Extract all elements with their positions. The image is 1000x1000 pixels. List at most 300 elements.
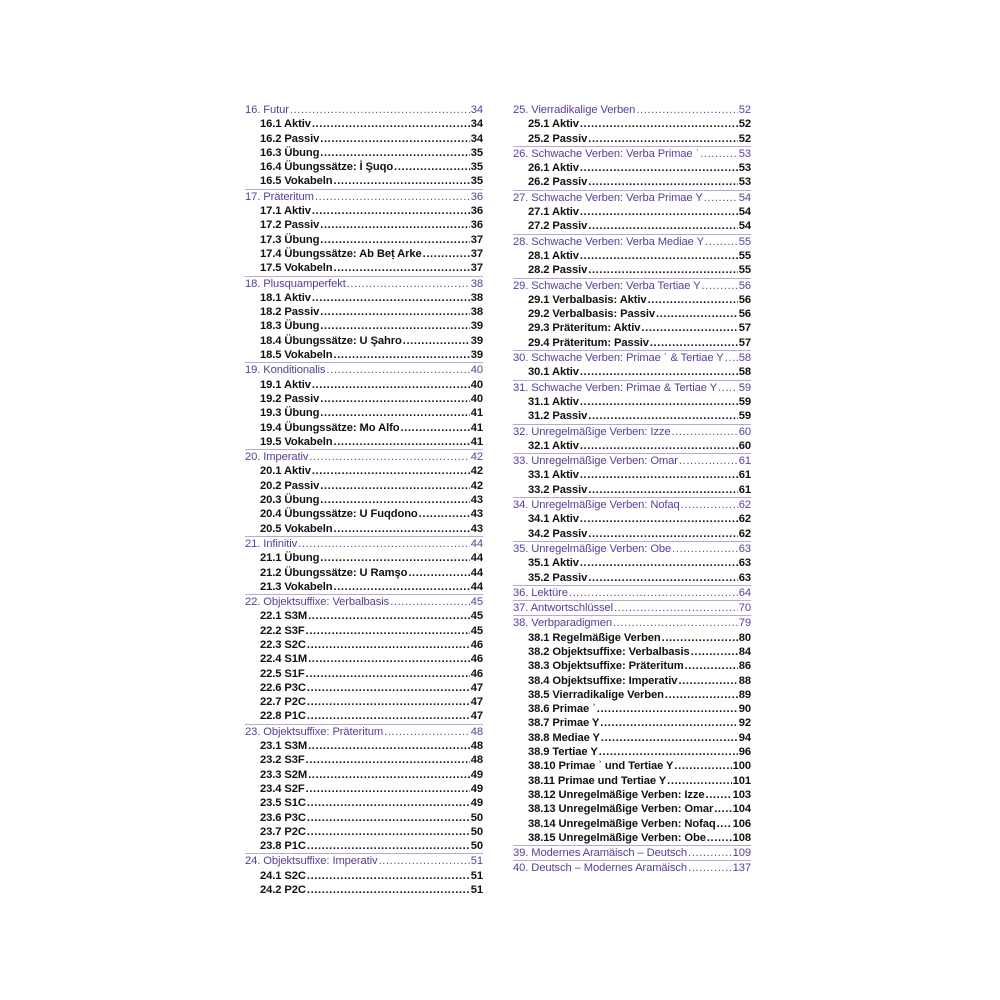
toc-entry-page: 62: [738, 513, 751, 526]
dot-leader: [320, 392, 470, 406]
toc-entry-page: 94: [738, 731, 751, 744]
toc-entry-title: 17.1 Aktiv: [260, 205, 311, 218]
toc-entry-title: 35.1 Aktiv: [528, 557, 579, 570]
toc-entry-title: 23.3 S2M: [260, 768, 308, 781]
dot-leader: [309, 450, 469, 464]
toc-entry-page: 42: [470, 451, 483, 464]
toc-chapter-entry[interactable]: [513, 350, 751, 365]
toc-subsection-entry[interactable]: [245, 507, 483, 521]
toc-subsection-entry[interactable]: [245, 825, 483, 839]
toc-entry-page: 40: [470, 392, 483, 405]
toc-chapter-entry[interactable]: [513, 600, 751, 615]
toc-entry-title: 27. Schwache Verben: Verba Primae Y: [513, 191, 703, 204]
toc-entry-page: 47: [470, 681, 483, 694]
dot-leader: [384, 725, 470, 739]
toc-entry-page: 36: [470, 205, 483, 218]
toc-entry-title: 28.2 Passiv: [528, 264, 588, 277]
dot-leader: [588, 483, 738, 497]
toc-entry-page: 96: [738, 746, 751, 759]
toc-entry-page: 35: [470, 175, 483, 188]
toc-subsection-entry[interactable]: [513, 293, 751, 307]
dot-leader: [312, 291, 470, 305]
toc-chapter-entry[interactable]: [513, 453, 751, 468]
toc-subsection-entry[interactable]: [245, 334, 483, 348]
toc-subsection-entry[interactable]: [245, 204, 483, 218]
dot-leader: [705, 235, 738, 249]
dot-leader: [320, 493, 469, 507]
dot-leader: [662, 631, 738, 645]
toc-entry-title: 38.15 Unregelmäßige Verben: Obe: [528, 831, 706, 844]
toc-entry-page: 39: [470, 349, 483, 362]
toc-subsection-entry[interactable]: [245, 305, 483, 319]
toc-subsection-entry[interactable]: [245, 566, 483, 580]
dot-leader: [707, 831, 732, 845]
toc-entry-page: 52: [738, 104, 751, 116]
toc-entry-page: 59: [738, 381, 751, 394]
toc-entry-page: 50: [470, 840, 483, 853]
dot-leader: [307, 839, 470, 853]
toc-entry-page: 62: [738, 527, 751, 540]
toc-entry-page: 56: [738, 308, 751, 321]
toc-subsection-entry[interactable]: [245, 768, 483, 782]
toc-entry-page: 61: [738, 483, 751, 496]
toc-entry-title: 18.4 Übungssätze: U Şahro: [260, 334, 402, 347]
toc-subsection-entry[interactable]: [245, 624, 483, 638]
toc-entry-page: 89: [738, 688, 751, 701]
dot-leader: [423, 247, 470, 261]
toc-subsection-entry[interactable]: [245, 146, 483, 160]
toc-entry-page: 109: [732, 847, 751, 860]
toc-entry-page: 42: [470, 479, 483, 492]
toc-subsection-entry[interactable]: [245, 782, 483, 796]
toc-column-right: [513, 103, 751, 876]
dot-leader: [308, 652, 470, 666]
toc-entry-page: 55: [738, 235, 751, 248]
toc-entry-page: 57: [738, 336, 751, 349]
toc-subsection-entry[interactable]: [245, 392, 483, 406]
dot-leader: [641, 321, 737, 335]
toc-entry-title: 34.1 Aktiv: [528, 513, 579, 526]
toc-subsection-entry[interactable]: [513, 702, 751, 716]
toc-entry-title: 38.6 Primae ʾ: [528, 703, 596, 716]
toc-subsection-entry[interactable]: [245, 796, 483, 810]
toc-subsection-entry[interactable]: [245, 869, 483, 883]
toc-entry-page: 80: [738, 631, 751, 644]
toc-entry-page: 100: [732, 760, 751, 773]
toc-entry-page: 79: [738, 617, 751, 630]
toc-entry-title: 19.1 Aktiv: [260, 378, 311, 391]
toc-entry-page: 39: [470, 334, 483, 347]
toc-entry-page: 59: [738, 410, 751, 423]
toc-subsection-entry[interactable]: [245, 174, 483, 188]
toc-subsection-entry[interactable]: [245, 218, 483, 232]
toc-chapter-entry[interactable]: [245, 594, 483, 609]
toc-entry-title: 34.2 Passiv: [528, 527, 588, 540]
toc-subsection-entry[interactable]: [513, 468, 751, 482]
toc-entry-title: 16. Futur: [245, 104, 289, 116]
toc-entry-title: 23.8 P1C: [260, 840, 306, 853]
toc-entry-page: 37: [470, 247, 483, 260]
dot-leader: [580, 439, 738, 453]
toc-chapter-entry[interactable]: [513, 845, 751, 860]
toc-entry-title: 31.2 Passiv: [528, 410, 588, 423]
toc-entry-page: 41: [470, 407, 483, 420]
toc-subsection-entry[interactable]: [513, 161, 751, 175]
toc-entry-page: 43: [470, 508, 483, 521]
toc-chapter-entry[interactable]: [513, 497, 751, 512]
toc-chapter-entry[interactable]: [513, 234, 751, 249]
dot-leader: [312, 117, 470, 131]
dot-leader: [334, 580, 470, 594]
toc-entry-title: 23.6 P3C: [260, 811, 306, 824]
toc-entry-title: 18. Plusquamperfekt: [245, 277, 346, 290]
dot-leader: [320, 233, 469, 247]
toc-entry-page: 50: [470, 811, 483, 824]
toc-subsection-entry[interactable]: [245, 378, 483, 392]
toc-chapter-entry[interactable]: [513, 860, 751, 875]
dot-leader: [307, 811, 470, 825]
toc-subsection-entry[interactable]: [513, 439, 751, 453]
toc-entry-title: 28.1 Aktiv: [528, 249, 579, 262]
dot-leader: [334, 522, 470, 536]
toc-subsection-entry[interactable]: [245, 464, 483, 478]
toc-subsection-entry[interactable]: [245, 479, 483, 493]
toc-entry-page: 57: [738, 322, 751, 335]
toc-entry-title: 22. Objektsuffixe: Verbalbasis: [245, 596, 390, 609]
toc-subsection-entry[interactable]: [513, 645, 751, 659]
toc-entry-title: 18.2 Passiv: [260, 306, 320, 319]
toc-subsection-entry[interactable]: [513, 688, 751, 702]
toc-subsection-entry[interactable]: [245, 667, 483, 681]
toc-chapter-entry[interactable]: [513, 615, 751, 630]
toc-subsection-entry[interactable]: [513, 731, 751, 745]
toc-entry-page: 38: [470, 306, 483, 319]
toc-entry-page: 60: [738, 439, 751, 452]
toc-entry-page: 38: [470, 291, 483, 304]
toc-entry-title: 40. Deutsch – Modernes Aramäisch: [513, 862, 688, 875]
toc-chapter-entry[interactable]: [245, 362, 483, 377]
dot-leader: [308, 739, 470, 753]
toc-entry-page: 36: [470, 190, 483, 203]
dot-leader: [614, 601, 738, 615]
dot-leader: [408, 566, 469, 580]
toc-subsection-entry[interactable]: [513, 205, 751, 219]
toc-entry-title: 22.8 P1C: [260, 710, 306, 723]
toc-entry-title: 38.12 Unregelmäßige Verben: Izze: [528, 788, 705, 801]
toc-subsection-entry[interactable]: [245, 132, 483, 146]
dot-leader: [665, 688, 738, 702]
toc-entry-title: 17.2 Passiv: [260, 219, 320, 232]
toc-subsection-entry[interactable]: [513, 556, 751, 570]
toc-subsection-entry[interactable]: [245, 811, 483, 825]
toc-subsection-entry[interactable]: [245, 247, 483, 261]
dot-leader: [718, 381, 738, 395]
toc-entry-title: 30. Schwache Verben: Primae ʾ & Tertiae Y: [513, 352, 724, 365]
toc-subsection-entry[interactable]: [245, 709, 483, 723]
toc-entry-page: 88: [738, 674, 751, 687]
toc-subsection-entry[interactable]: [245, 753, 483, 767]
toc-subsection-entry[interactable]: [513, 512, 751, 526]
toc-entry-page: 52: [738, 132, 751, 145]
toc-subsection-entry[interactable]: [513, 759, 751, 773]
toc-subsection-entry[interactable]: [245, 739, 483, 753]
dot-leader: [679, 454, 738, 468]
toc-subsection-entry[interactable]: [513, 409, 751, 423]
toc-subsection-entry[interactable]: [245, 839, 483, 853]
dot-leader: [688, 861, 732, 875]
dot-leader: [320, 132, 470, 146]
dot-leader: [306, 753, 470, 767]
toc-entry-title: 37. Antwortschlüssel: [513, 602, 613, 615]
toc-chapter-entry[interactable]: [245, 853, 483, 868]
toc-entry-title: 29.4 Präteritum: Passiv: [528, 336, 649, 349]
dot-leader: [588, 571, 738, 585]
toc-chapter-entry[interactable]: [245, 103, 483, 117]
toc-subsection-entry[interactable]: [513, 659, 751, 673]
toc-entry-page: 56: [738, 293, 751, 306]
toc-entry-page: 55: [738, 264, 751, 277]
dot-leader: [326, 363, 469, 377]
dot-leader: [706, 788, 732, 802]
dot-leader: [700, 147, 738, 161]
dot-leader: [688, 846, 732, 860]
toc-subsection-entry[interactable]: [245, 160, 483, 174]
toc-subsection-entry[interactable]: [513, 307, 751, 321]
toc-entry-page: 45: [470, 610, 483, 623]
toc-subsection-entry[interactable]: [245, 493, 483, 507]
toc-entry-page: 56: [738, 279, 751, 292]
dot-leader: [613, 616, 738, 630]
toc-subsection-entry[interactable]: [513, 527, 751, 541]
dot-leader: [307, 709, 470, 723]
toc-entry-title: 22.6 P3C: [260, 681, 306, 694]
toc-chapter-entry[interactable]: [245, 276, 483, 291]
toc-entry-page: 48: [470, 754, 483, 767]
toc-chapter-entry[interactable]: [245, 724, 483, 739]
toc-subsection-entry[interactable]: [513, 395, 751, 409]
dot-leader: [312, 204, 470, 218]
toc-subsection-entry[interactable]: [245, 681, 483, 695]
dot-leader: [681, 498, 738, 512]
toc-subsection-entry[interactable]: [513, 175, 751, 189]
toc-entry-title: 17.4 Übungssätze: Ab Beṭ Arke: [260, 247, 422, 260]
toc-entry-title: 19.4 Übungssätze: Mo Alfo: [260, 421, 400, 434]
toc-subsection-entry[interactable]: [513, 132, 751, 146]
toc-entry-title: 22.4 S1M: [260, 653, 308, 666]
toc-entry-page: 44: [470, 566, 483, 579]
toc-entry-title: 23.1 S3M: [260, 740, 308, 753]
toc-chapter-entry[interactable]: [513, 278, 751, 293]
toc-subsection-entry[interactable]: [245, 261, 483, 275]
toc-entry-title: 26. Schwache Verben: Verba Primae ʾ: [513, 147, 700, 160]
toc-entry-page: 42: [470, 465, 483, 478]
toc-entry-page: 45: [470, 596, 483, 609]
toc-entry-page: 34: [470, 132, 483, 145]
dot-leader: [597, 702, 738, 716]
toc-entry-title: 23.2 S3F: [260, 754, 305, 767]
toc-entry-title: 21.2 Übungssätze: U Ramşo: [260, 566, 408, 579]
toc-entry-page: 35: [470, 146, 483, 159]
toc-entry-title: 38.1 Regelmäßige Verben: [528, 631, 661, 644]
toc-chapter-entry[interactable]: [513, 424, 751, 439]
toc-entry-title: 38.3 Objektsuffixe: Präteritum: [528, 660, 684, 673]
dot-leader: [704, 191, 738, 205]
toc-subsection-entry[interactable]: [513, 817, 751, 831]
toc-chapter-entry[interactable]: [245, 449, 483, 464]
toc-entry-page: 51: [470, 884, 483, 897]
toc-entry-title: 20.1 Aktiv: [260, 465, 311, 478]
toc-entry-page: 49: [470, 797, 483, 810]
toc-subsection-entry[interactable]: [245, 883, 483, 897]
toc-entry-page: 63: [738, 571, 751, 584]
toc-entry-title: 32. Unregelmäßige Verben: Izze: [513, 425, 671, 438]
dot-leader: [390, 595, 470, 609]
toc-entry-page: 35: [470, 161, 483, 174]
toc-chapter-entry[interactable]: [513, 190, 751, 205]
toc-entry-title: 22.5 S1F: [260, 667, 305, 680]
dot-leader: [580, 556, 738, 570]
toc-subsection-entry[interactable]: [513, 745, 751, 759]
toc-chapter-entry[interactable]: [245, 189, 483, 204]
toc-subsection-entry[interactable]: [513, 263, 751, 277]
toc-entry-page: 38: [470, 277, 483, 290]
toc-subsection-entry[interactable]: [513, 483, 751, 497]
dot-leader: [334, 174, 470, 188]
toc-entry-title: 17.5 Vokabeln: [260, 262, 333, 275]
toc-subsection-entry[interactable]: [513, 571, 751, 585]
toc-subsection-entry[interactable]: [245, 291, 483, 305]
dot-leader: [320, 146, 469, 160]
toc-subsection-entry[interactable]: [245, 652, 483, 666]
toc-entry-page: 53: [738, 147, 751, 160]
toc-subsection-entry[interactable]: [245, 609, 483, 623]
dot-leader: [307, 796, 470, 810]
toc-entry-page: 52: [738, 118, 751, 131]
toc-entry-page: 61: [738, 469, 751, 482]
toc-subsection-entry[interactable]: [245, 406, 483, 420]
toc-entry-page: 103: [732, 788, 751, 801]
toc-subsection-entry[interactable]: [513, 831, 751, 845]
toc-entry-page: 58: [738, 366, 751, 379]
toc-entry-title: 29.1 Verbalbasis: Aktiv: [528, 293, 647, 306]
toc-chapter-entry[interactable]: [513, 103, 751, 117]
toc-subsection-entry[interactable]: [513, 117, 751, 131]
toc-entry-page: 54: [738, 191, 751, 204]
toc-entry-title: 34. Unregelmäßige Verben: Nofaq: [513, 499, 680, 512]
toc-subsection-entry[interactable]: [245, 319, 483, 333]
toc-entry-page: 63: [738, 542, 751, 555]
toc-entry-page: 44: [470, 580, 483, 593]
toc-entry-page: 53: [738, 162, 751, 175]
dot-leader: [307, 695, 470, 709]
toc-subsection-entry[interactable]: [245, 580, 483, 594]
toc-chapter-entry[interactable]: [513, 541, 751, 556]
dot-leader: [648, 293, 738, 307]
toc-entry-page: 60: [738, 425, 751, 438]
toc-subsection-entry[interactable]: [245, 522, 483, 536]
dot-leader: [580, 395, 738, 409]
toc-entry-title: 38.2 Objektsuffixe: Verbalbasis: [528, 645, 690, 658]
toc-entry-page: 49: [470, 782, 483, 795]
dot-leader: [650, 336, 738, 350]
dot-leader: [320, 305, 470, 319]
toc-entry-page: 43: [470, 522, 483, 535]
toc-entry-title: 38.13 Unregelmäßige Verben: Omar: [528, 803, 714, 816]
toc-entry-page: 106: [732, 817, 751, 830]
dot-leader: [306, 667, 470, 681]
toc-subsection-entry[interactable]: [245, 117, 483, 131]
toc-entry-title: 16.4 Übungssätze: İ Şuqo: [260, 161, 394, 174]
dot-leader: [580, 365, 738, 379]
toc-subsection-entry[interactable]: [513, 788, 751, 802]
toc-entry-title: 29. Schwache Verben: Verba Tertiae Y: [513, 279, 701, 292]
toc-subsection-entry[interactable]: [513, 674, 751, 688]
toc-entry-title: 25.2 Passiv: [528, 132, 588, 145]
toc-entry-title: 22.2 S3F: [260, 624, 305, 637]
dot-leader: [667, 774, 731, 788]
toc-entry-title: 31. Schwache Verben: Primae & Tertiae Y: [513, 381, 718, 394]
toc-chapter-entry[interactable]: [513, 146, 751, 161]
toc-entry-title: 38.11 Primae und Tertiae Y: [528, 774, 667, 787]
toc-entry-title: 29.3 Präteritum: Aktiv: [528, 322, 641, 335]
toc-subsection-entry[interactable]: [513, 716, 751, 730]
toc-subsection-entry[interactable]: [513, 336, 751, 350]
toc-subsection-entry[interactable]: [245, 695, 483, 709]
toc-entry-page: 46: [470, 653, 483, 666]
toc-entry-page: 40: [470, 378, 483, 391]
toc-chapter-entry[interactable]: [513, 380, 751, 395]
toc-entry-page: 92: [738, 717, 751, 730]
toc-chapter-entry[interactable]: [513, 585, 751, 600]
toc-entry-title: 18.3 Übung: [260, 320, 320, 333]
toc-chapter-entry[interactable]: [245, 536, 483, 551]
toc-subsection-entry[interactable]: [245, 435, 483, 449]
toc-subsection-entry[interactable]: [513, 321, 751, 335]
toc-entry-title: 18.1 Aktiv: [260, 291, 311, 304]
toc-entry-title: 38.5 Vierradikalige Verben: [528, 688, 664, 701]
dot-leader: [308, 768, 470, 782]
toc-entry-page: 55: [738, 249, 751, 262]
toc-entry-title: 31.1 Aktiv: [528, 395, 579, 408]
toc-subsection-entry[interactable]: [245, 551, 483, 565]
dot-leader: [394, 160, 470, 174]
toc-subsection-entry[interactable]: [513, 219, 751, 233]
toc-subsection-entry[interactable]: [245, 421, 483, 435]
toc-subsection-entry[interactable]: [513, 249, 751, 263]
toc-entry-page: 46: [470, 667, 483, 680]
dot-leader: [290, 103, 470, 117]
toc-entry-title: 29.2 Verbalbasis: Passiv: [528, 308, 655, 321]
toc-entry-page: 48: [470, 725, 483, 738]
toc-subsection-entry[interactable]: [245, 233, 483, 247]
toc-subsection-entry[interactable]: [513, 774, 751, 788]
dot-leader: [674, 759, 731, 773]
toc-entry-title: 27.1 Aktiv: [528, 206, 579, 219]
toc-subsection-entry[interactable]: [513, 802, 751, 816]
toc-subsection-entry[interactable]: [245, 348, 483, 362]
toc-subsection-entry[interactable]: [513, 631, 751, 645]
dot-leader: [702, 279, 738, 293]
toc-entry-title: 19. Konditionalis: [245, 364, 326, 377]
toc-subsection-entry[interactable]: [513, 365, 751, 379]
dot-leader: [588, 219, 738, 233]
toc-entry-page: 48: [470, 740, 483, 753]
dot-leader: [315, 190, 470, 204]
dot-leader: [588, 175, 738, 189]
toc-entry-title: 16.2 Passiv: [260, 132, 320, 145]
toc-subsection-entry[interactable]: [245, 638, 483, 652]
toc-entry-page: 50: [470, 825, 483, 838]
